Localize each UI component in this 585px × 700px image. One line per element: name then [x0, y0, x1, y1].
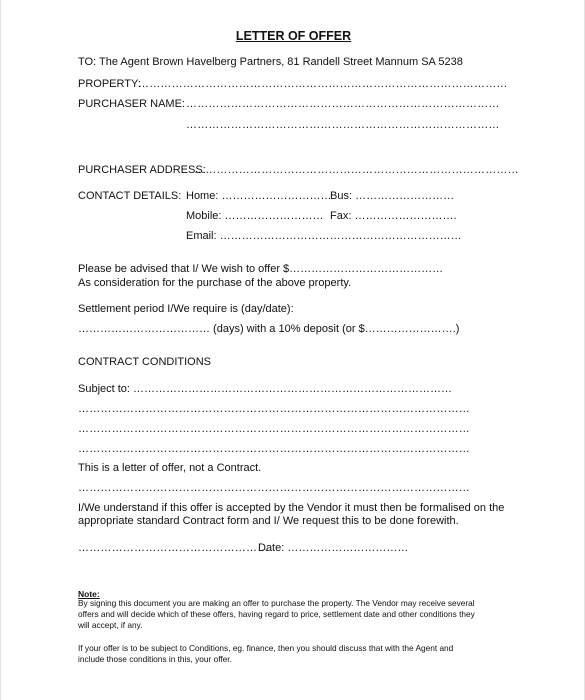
signature-line[interactable]: ……………………………………………: [78, 542, 269, 554]
property-field[interactable]: ………………………………………………………………………………………: [138, 78, 508, 90]
subject-to-field[interactable]: Subject to: ……………………………………………………………………………: [78, 383, 453, 395]
purchaser-address-label: PURCHASER ADDRESS:: [78, 164, 206, 176]
to-line: TO: The Agent Brown Havelberg Partners, 81 Randell Street Mannum SA 5238: [78, 56, 463, 68]
conditions-line-4[interactable]: ……………………………………………………………………………………………: [78, 443, 470, 455]
bus-phone-field[interactable]: Bus: ………………………: [330, 190, 455, 202]
purchaser-name-field[interactable]: …………………………………………………………………………: [186, 98, 500, 110]
note-paragraph-1-line-2: offers and will decide which of these offers, having regard to price, settlement date and other conditions they: [78, 609, 475, 619]
purchaser-name-label: PURCHASER NAME:: [78, 98, 185, 110]
understanding-line-1: I/We understand if this offer is accepted by the Vendor it must then be formalised on the: [78, 502, 505, 514]
not-contract-signature-line[interactable]: ……………………………………………………………………………………………: [78, 482, 470, 494]
settlement-days-field[interactable]: ……………………………… (days) with a 10% deposit (or $…………………….): [78, 323, 460, 335]
conditions-line-2[interactable]: ……………………………………………………………………………………………: [78, 403, 470, 415]
purchaser-name-field-2[interactable]: …………………………………………………………………………: [186, 119, 500, 131]
property-label: PROPERTY:: [78, 78, 141, 90]
note-paragraph-2-line-1: If your offer is to be subject to Conditions, eg. finance, then you should discuss that with the Agent and: [78, 643, 454, 653]
contact-details-label: CONTACT DETAILS:: [78, 190, 182, 202]
note-title: Note:: [78, 589, 100, 599]
consideration-line: As consideration for the purchase of the above property.: [78, 277, 352, 289]
not-contract-statement: This is a letter of offer, not a Contract.: [78, 462, 262, 474]
email-field[interactable]: Email: …………………………………………………………: [186, 230, 462, 242]
date-field[interactable]: Date: ……………………………: [258, 542, 409, 554]
document-title: LETTER OF OFFER: [235, 29, 352, 43]
purchaser-address-field[interactable]: ……………………………………………………………………………: [194, 164, 519, 176]
mobile-field[interactable]: Mobile: ………………………: [186, 210, 324, 222]
contract-conditions-heading: CONTRACT CONDITIONS: [78, 356, 212, 368]
note-paragraph-1-line-3: will accept, if any.: [78, 620, 143, 630]
offer-line[interactable]: Please be advised that I/ We wish to offer $……………………………………: [78, 263, 444, 275]
note-paragraph-1-line-1: By signing this document you are making an offer to purchase the property. The Vendor may receive several: [78, 598, 475, 608]
note-paragraph-2-line-2: include those conditions in this, your offer.: [78, 654, 232, 664]
fax-field[interactable]: Fax: ……………………….: [330, 210, 457, 222]
understanding-line-2: appropriate standard Contract form and I/ We request this to be done forewith.: [78, 515, 459, 527]
conditions-line-3[interactable]: ……………………………………………………………………………………………: [78, 423, 470, 435]
home-phone-field[interactable]: Home: …………………………: [186, 190, 332, 202]
settlement-period-label: Settlement period I/We require is (day/date):: [78, 303, 294, 315]
